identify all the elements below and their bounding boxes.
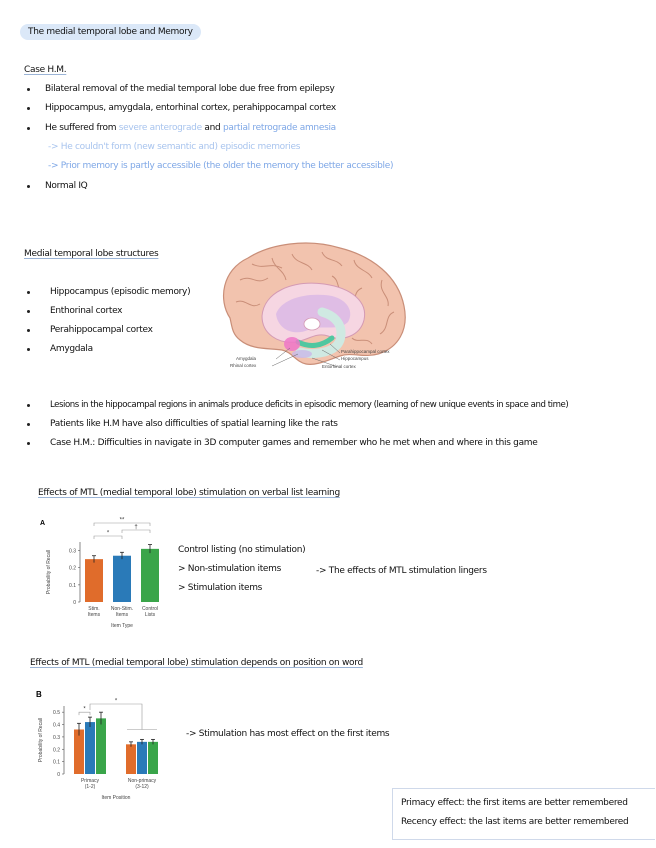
y-tick-label: 0.1 — [53, 759, 60, 766]
suffered-prefix: He suffered from — [45, 123, 117, 133]
panel-label: A — [40, 520, 46, 527]
mtl-item-4: Amygdala — [50, 344, 93, 354]
x-tick-label: Stim. — [88, 606, 100, 612]
x-tick-label: (3-12) — [135, 784, 149, 790]
x-tick-label: Lists — [144, 612, 156, 618]
effects1-heading: Effects of MTL (medial temporal lobe) stimulation on verbal list learning — [38, 488, 340, 498]
effects1-note-3: > Stimulation items — [178, 583, 263, 593]
brain-label-entorhinal: Entorhinal cortex — [322, 364, 356, 369]
lesion-item-2: Patients like H.M have also difficulties of spatial learning like the rats — [50, 419, 338, 429]
mtl-heading: Medial temporal lobe structures — [24, 249, 159, 259]
case-hm-arrow-1: -> He couldn't form (new semantic and) episodic memories — [48, 142, 301, 152]
chart-b — [34, 684, 168, 806]
y-tick-label: 0.1 — [69, 582, 76, 589]
x-tick-label: (1-2) — [84, 784, 96, 790]
x-tick-label: Control — [141, 606, 159, 612]
lesion-item-3: Case H.M.: Difficulties in navigate in 3D computer games and remember who he met when and where in this game — [50, 438, 538, 448]
bullet — [27, 423, 30, 426]
brain-illustration — [212, 240, 412, 375]
significance-mark: * — [83, 706, 86, 713]
case-hm-item-2: Hippocampus, amygdala, entorhinal cortex, perahippocampal cortex — [45, 103, 336, 113]
case-hm-heading: Case H.M. — [24, 65, 67, 75]
case-hm-item-3 — [45, 122, 336, 134]
bar — [126, 744, 136, 774]
y-tick-label: 0.3 — [69, 548, 76, 555]
bullet — [27, 348, 30, 351]
y-tick-label: 0 — [73, 600, 76, 606]
bullet — [27, 404, 30, 407]
significance-mark: ** — [119, 517, 125, 524]
mtl-item-3: Perahippocampal cortex — [50, 325, 153, 335]
effects1-note-1: Control listing (no stimulation) — [178, 545, 306, 555]
bullet — [27, 107, 30, 110]
bar — [113, 556, 131, 602]
x-tick-label: Items — [87, 612, 101, 618]
y-tick-label: 0 — [57, 772, 60, 778]
page-title: The medial temporal lobe and Memory — [20, 24, 201, 40]
x-tick-label: Primacy — [80, 778, 100, 784]
bullet — [27, 185, 30, 188]
x-axis-label: Item Type — [111, 623, 133, 629]
bar — [141, 549, 159, 602]
bar — [137, 742, 147, 774]
partial-retrograde: partial retrograde amnesia — [223, 123, 336, 133]
recency-text: Recency effect: the last items are better remembered — [401, 817, 629, 827]
y-tick-label: 0.4 — [53, 722, 60, 729]
and-text: and — [204, 123, 221, 133]
bar — [85, 722, 95, 774]
bullet — [27, 291, 30, 294]
bar — [96, 718, 106, 774]
brain-label-hippocampus: Hippocampus — [341, 356, 369, 361]
primacy-text: Primacy effect: the first items are better remembered — [401, 798, 628, 808]
case-hm-arrow-2: -> Prior memory is partly accessible (the older the memory the better accessible) — [48, 161, 394, 171]
y-axis-label: Probability of Recall — [46, 549, 52, 595]
severe-anterograde: severe anterograde — [118, 123, 202, 133]
bar — [85, 559, 103, 602]
bullet — [27, 127, 30, 130]
bullet — [27, 329, 30, 332]
y-tick-label: 0.2 — [53, 747, 60, 754]
mtl-item-1: Hippocampus (episodic memory) — [50, 287, 191, 297]
x-tick-label: Non-primacy — [127, 778, 157, 784]
bar — [74, 729, 84, 774]
y-axis-label: Probability of Recall — [38, 717, 44, 763]
effects1-arrow-note: -> The effects of MTL stimulation lingers — [316, 566, 487, 576]
effects2-note: -> Stimulation has most effect on the first items — [186, 729, 390, 739]
bullet — [27, 310, 30, 313]
case-hm-item-1: Bilateral removal of the medial temporal lobe due free from epilepsy — [45, 84, 335, 94]
y-tick-label: 0.3 — [53, 734, 60, 741]
case-hm-iq: Normal IQ — [45, 181, 88, 191]
effects1-note-2: > Non-stimulation items — [178, 564, 282, 574]
y-tick-label: 0.5 — [53, 710, 60, 717]
significance-mark: † — [134, 524, 138, 531]
y-tick-label: 0.2 — [69, 565, 76, 572]
chart-a — [36, 512, 168, 634]
bullet — [27, 442, 30, 445]
x-tick-label: Items — [115, 612, 129, 618]
significance-mark: * — [114, 698, 118, 705]
brain-label-rhinal: Rhinal cortex — [230, 363, 257, 368]
x-tick-label: Non-Stim. — [110, 606, 134, 612]
brain-label-parahippocampal: Parahippocampal cortex — [341, 349, 390, 354]
x-axis-label: Item Position — [101, 795, 131, 801]
lesion-item-1: Lesions in the hippocampal regions in animals produce deficits in episodic memory (learning of new unique events in space and time) — [50, 400, 569, 410]
primacy-recency-box — [392, 788, 655, 840]
mtl-item-2: Enthorinal cortex — [50, 306, 123, 316]
bullet — [27, 88, 30, 91]
panel-label: B — [36, 690, 42, 699]
significance-mark: * — [106, 530, 110, 537]
effects2-heading: Effects of MTL (medial temporal lobe) stimulation depends on position on word — [30, 658, 363, 668]
brain-label-amygdala: Amygdala — [236, 356, 257, 361]
bar — [148, 742, 158, 774]
